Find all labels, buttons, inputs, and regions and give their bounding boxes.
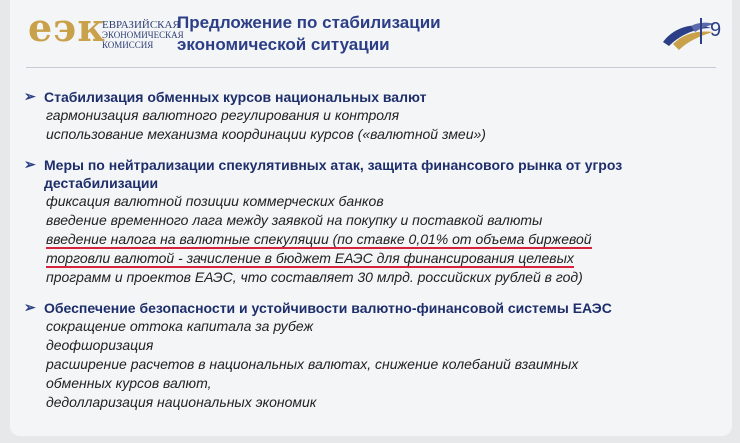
list-item: введение временного лага между заявкой на покупку и поставкой валюты (46, 212, 543, 228)
list-item: гармонизация валютного регулирования и контроля (46, 107, 400, 123)
logo-subtitle (102, 20, 184, 50)
logo-mark: еэк (28, 5, 106, 50)
section-heading: Меры по нейтрализации спекулятивных атак, защита финансового рынка от угроз (44, 157, 623, 173)
page-title (177, 12, 597, 56)
section-heading: Обеспечение безопасности и устойчивости валютно-финансовой системы ЕАЭС (44, 300, 612, 316)
page-number: 9 (710, 19, 722, 41)
slide (10, 0, 732, 436)
chevron-right-icon: ➢ (24, 88, 36, 104)
list-item: сокращение оттока капитала за рубеж (46, 318, 314, 334)
red-underlined-text: торговли валютой - зачисление в бюджет ЕАЭС для финансирования целевых (46, 250, 574, 266)
page-title-line2: экономической ситуации (177, 35, 390, 54)
eec-emblem-icon (661, 20, 717, 52)
screen-edge (0, 0, 10, 443)
list-item: дедолларизация национальных экономик (46, 394, 317, 410)
list-item-highlighted (44, 230, 712, 249)
chevron-right-icon: ➢ (24, 156, 36, 172)
list-item: фиксация валютной позиции коммерческих банков (46, 193, 384, 209)
section-heading: Стабилизация обменных курсов национальных валют (44, 89, 427, 105)
logo-sub-line3: КОМИССИЯ (102, 40, 154, 50)
bullet-section-2 (22, 156, 712, 287)
list-item: деофшоризация (46, 337, 154, 353)
bullet-section-3 (22, 299, 712, 412)
bullet-section-1 (22, 88, 712, 144)
list-item: расширение расчетов в национальных валютах, снижение колебаний взаимных (46, 356, 579, 372)
chevron-right-icon: ➢ (24, 299, 36, 315)
list-item: обменных курсов валют, (46, 375, 212, 391)
list-item: программ и проектов ЕАЭС, что составляет 30 млрд. российских рублей в год) (46, 269, 583, 285)
red-underlined-text: введение налога на валютные спекуляции (по ставке 0,01% от объема биржевой (46, 231, 592, 247)
section-heading-cont: дестабилизации (44, 175, 159, 191)
header-divider (26, 67, 716, 68)
logo-sub-line2: ЭКОНОМИЧЕСКАЯ (102, 30, 184, 40)
header-separator (700, 18, 702, 44)
list-item-highlighted (44, 249, 712, 268)
slide-content (22, 88, 712, 412)
page-title-line1: Предложение по стабилизации (177, 13, 441, 32)
list-item: использование механизма координации курсов («валютной змеи») (46, 126, 486, 142)
eec-logo (28, 5, 184, 66)
logo-sub-line1: ЕВРАЗИЙСКАЯ (102, 19, 180, 31)
